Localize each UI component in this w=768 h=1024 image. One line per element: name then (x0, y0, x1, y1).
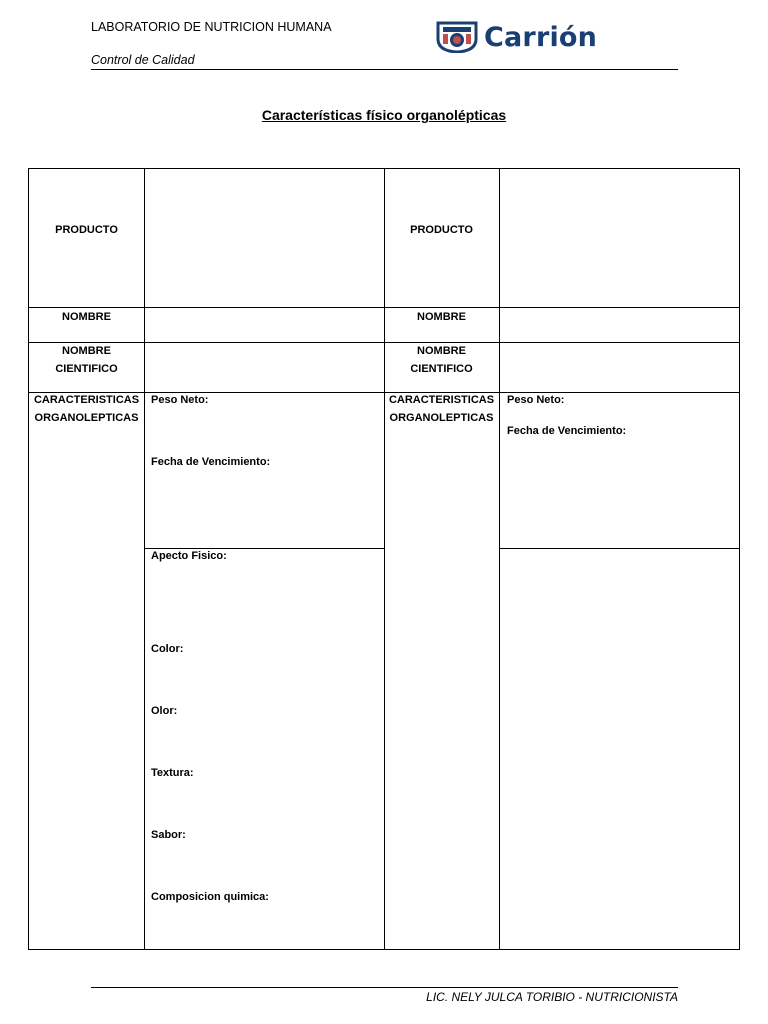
logo-wordmark: Carrión (484, 21, 598, 53)
caracteristicas-label-right (384, 391, 499, 427)
label-line: ORGANOLEPTICAS (389, 412, 494, 424)
carrion-logo (436, 20, 658, 54)
footer-signature: LIC. NELY JULCA TORIBIO - NUTRICIONISTA (426, 990, 678, 1004)
nombre-cientifico-label-right (384, 342, 499, 378)
peso-neto-left: Peso Neto: (151, 394, 209, 406)
header-subtitle: Control de Calidad (91, 53, 195, 67)
textura-left: Textura: (151, 767, 194, 779)
fecha-vencimiento-left: Fecha de Vencimiento: (151, 456, 271, 468)
label-line: NOMBRE (62, 345, 111, 357)
characteristics-table (28, 168, 740, 950)
fecha-vencimiento-right: Fecha de Vencimiento: (507, 425, 627, 437)
row-divider (499, 548, 739, 549)
producto-label-right: PRODUCTO (410, 224, 473, 236)
label-line: NOMBRE (417, 345, 466, 357)
olor-left: Olor: (151, 705, 178, 717)
producto-label-left: PRODUCTO (55, 224, 118, 236)
nombre-cientifico-label-left (29, 342, 144, 378)
col-divider (384, 169, 385, 949)
footer-rule (91, 987, 678, 988)
hospital-crest-icon (436, 21, 478, 53)
lab-name: LABORATORIO DE NUTRICION HUMANA (91, 20, 332, 34)
nombre-label-left: NOMBRE (62, 311, 111, 323)
aspecto-fisico-left: Apecto Fisico: (151, 550, 227, 562)
label-line: ORGANOLEPTICAS (34, 412, 139, 424)
caracteristicas-label-left (29, 391, 144, 427)
label-line: CIENTIFICO (55, 363, 118, 375)
label-line: CIENTIFICO (410, 363, 473, 375)
color-left: Color: (151, 643, 184, 655)
composicion-quimica-left: Composicion quimica: (151, 891, 269, 903)
col-divider (144, 169, 145, 949)
nombre-label-right: NOMBRE (417, 311, 466, 323)
label-line: CARACTERISTICAS (388, 394, 495, 406)
header-rule (91, 69, 678, 70)
col-divider (499, 169, 500, 949)
peso-neto-right: Peso Neto: (507, 394, 565, 406)
page-title: Características físico organolépticas (261, 107, 507, 123)
label-line: CARACTERISTICAS (33, 394, 140, 406)
sabor-left: Sabor: (151, 829, 186, 841)
